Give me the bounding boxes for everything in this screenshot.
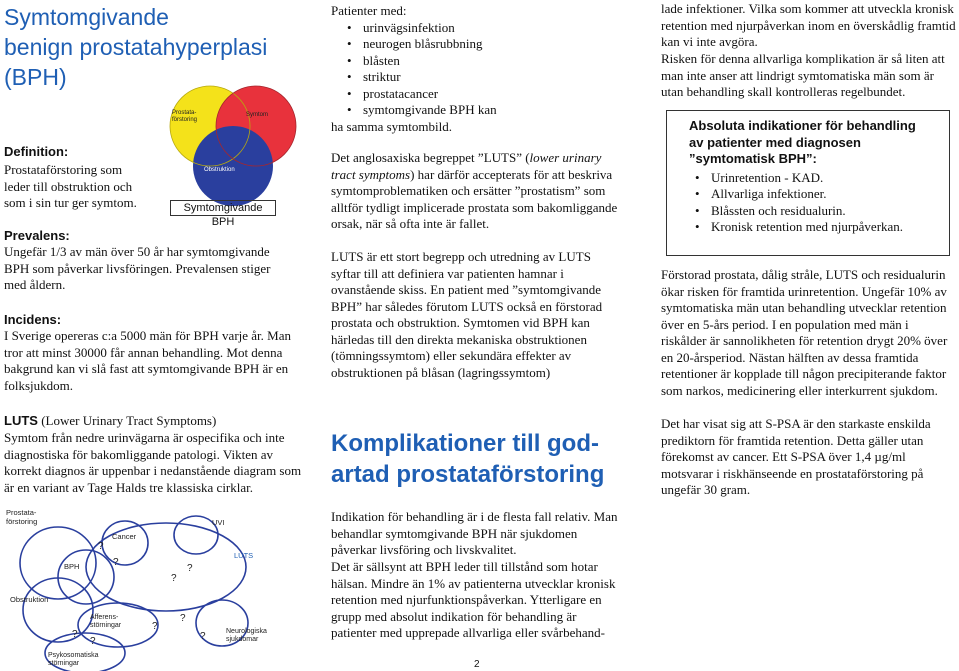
list-item: • Allvarliga infektioner. [691,186,933,203]
absolute-indications-box [666,110,950,256]
hald-label-afferens-1: Afferens- [90,614,119,621]
complications-heading-line-2: artad prostataförstoring [331,461,605,488]
luts-concept-a: Det anglosaxiska begreppet ”LUTS” ( [331,150,530,165]
page-title-line-1: Symtomgivande [4,4,169,30]
hald-label-luts: LUTS [234,551,254,560]
complications-heading [331,428,631,490]
absolute-indications-heading: Absoluta indikationer för behandling av patienter med diagnosen ”symtomatisk BPH”: [689,118,916,166]
right-para-1: lade infektioner. Vilka som kommer att utveckla kronisk retention med njurpåverkan inom en överskådlig framtid kan vi inte avgöra. [661,1,956,49]
page-number: 2 [474,659,480,670]
venn-label-prostata-1: Prostata- [172,110,197,116]
definition-heading: Definition: [4,144,69,159]
hald-circle-luts [86,523,246,611]
hald-question: ? [187,563,193,574]
hald-label-obstruktion: Obstruktion [10,595,49,604]
hald-question: ? [113,557,119,568]
hald-label-neuro-1: Neurologiska [226,628,267,635]
rare-paragraph: Det är sällsynt att BPH leder till tillstånd som hotar hälsan. Mindre än 1% av patienterna utvecklar kronisk retention med njurfunktionspåverkan. Ytterligare en grupp med absolut indikation för behandling är patienter med upprepade allvarliga eller svårbehand- [331,559,616,640]
venn-label-obstruktion: Obstruktion [204,167,235,173]
after-list-text: ha samma symtombild. [331,118,452,134]
hald-question: ? [180,613,186,624]
middle-column [331,3,631,135]
venn-label-prostata-2: förstoring [172,117,198,123]
luts-term: LUTS [4,413,38,428]
list-item: • urinvägsinfektion [343,20,631,37]
patients-list [343,20,631,119]
right-para-4: Det har visat sig att S-PSA är den starkaste enskilda prediktorn för framtida retention. Detta gäller utan förekomst av cancer. Ett S-PSA över 1,4 µg/ml motsvarar i riskhänseende en prostataförstoring på ungefär 30 gram. [661,416,931,497]
venn-caption: Symtomgivande BPH [170,200,276,216]
list-item: • Kronisk retention med njurpåverkan. [691,219,933,236]
hald-label-afferens-2: störningar [90,622,122,629]
page-title [4,2,304,92]
hald-label-bph: BPH [64,562,80,571]
prevalens-heading: Prevalens: [4,228,70,243]
hald-question: ? [98,541,104,552]
luts-concept-italic: lower urinary tract symptoms [331,150,602,182]
hald-label-cancer: Cancer [112,532,137,541]
luts-term-expansion: (Lower Urinary Tract Symptoms) [37,413,217,428]
hald-label-prostata-1: Prostata- [6,508,37,517]
right-para-3: Förstorad prostata, dålig stråle, LUTS och residualurin ökar risken för framtida urinretention. Ungefär 10% av symtomatiska män utan behandling utvecklar retention över en 5-års period. I en population med män i riskålder är sannolikheten för retention drygt 20% över en 20-årsperiod. Nästan hälften av dessa framtida retentioner är kopplade till någon precipiterande faktor som narkos, medicinering eller interkurrent sjukdom. [661,267,948,398]
indication-paragraph: Indikation för behandling är i de flesta fall relativ. Man behandlar symtomgivande BPH när sjukdomen påverkar livsföring och livskvalitet. [331,509,618,557]
hald-question: ? [171,573,177,584]
luts-text: Symtom från nedre urinvägarna är ospecifika och inte diagnostiska för bakomliggande patologi. Vikten av korrekt diagnos är uppenbar i nedanstående diagram som är en variant av Tage Halds tre klassiska cirklar. [4,430,302,495]
luts-concept-paragraph [331,150,621,233]
right-para-2: Risken för denna allvarliga komplikation är så liten att man inte anser att lindrigt symtomatiska män som är utan behandling skall kontrolleras regelbundet. [661,51,945,99]
list-item: • blåsten [343,53,631,70]
luts-heading [4,413,304,430]
incidens-text: I Sverige opereras c:a 5000 män för BPH varje år. Man tror att minst 30000 får annan behandling. Mot denna bakgrund kan vi slå fast att symtomgivande BPH är en folksjukdom. [4,328,291,393]
complications-heading-line-1: Komplikationer till god- [331,430,599,457]
definition-line-3: som i sin tur ger symtom. [4,195,137,210]
page-title-line-2: benign prostatahyperplasi [4,34,268,60]
venn-label-symtom: Symtom [246,112,269,118]
hald-question: ? [152,621,158,632]
hald-question: ? [90,636,96,647]
list-item: • prostatacancer [343,86,631,103]
list-item: • Urinretention - KAD. [691,170,933,187]
list-item: • Blåssten och residualurin. [691,203,933,220]
luts-concept-b: ) har därför accepterats för att beskriva symtomproblematiken och ersätter ”prostatism” som alltför tydligt implicerade prostata som bakomliggande orsak, när så ofta inte är fallet. [331,166,618,231]
absolute-indications-list [691,170,933,236]
hald-circle-cancer [102,521,148,565]
patients-intro: Patienter med: [331,3,407,18]
hald-question: ? [72,629,78,640]
hald-label-neuro-2: sjukdomar [226,636,259,643]
hald-label-uvi: UVI [212,518,225,527]
prevalens-text: Ungefär 1/3 av män över 50 år har symtomgivande BPH som påverkar livsföringen. Prevalensen stiger med åldern. [4,244,271,292]
page-title-line-3: (BPH) [4,64,67,90]
list-item: • neurogen blåsrubbning [343,36,631,53]
definition-line-1: Prostataförstoring som [4,162,123,177]
definition-text [4,162,174,212]
hald-diagram [0,505,310,671]
hald-label-prostata-2: förstoring [6,517,38,526]
list-item: • symtomgivande BPH kan [343,102,631,119]
definition-line-2: leder till obstruktion och [4,178,133,194]
venn-diagram [158,80,314,220]
hald-label-psyko-2: störningar [48,660,80,667]
list-item: • striktur [343,69,631,86]
luts-investigation-paragraph: LUTS är ett stort begrepp och utredning av LUTS syftar till att definiera var patienten hamnar i ovanstående skiss. En patient med ”symtomgivande BPH” har således förutom LUTS också en förstorad prostata och obstruktion. Symtomen vid BPH kan härledas till den direkta mekaniska obstruktionen (tömningssymtom) eller sekundära effekter av obstruktionen på blåsan (lagringssymtom) [331,249,603,380]
incidens-heading: Incidens: [4,312,62,327]
hald-question: ? [200,631,206,642]
hald-label-psyko-1: Psykosomatiska [48,652,99,659]
